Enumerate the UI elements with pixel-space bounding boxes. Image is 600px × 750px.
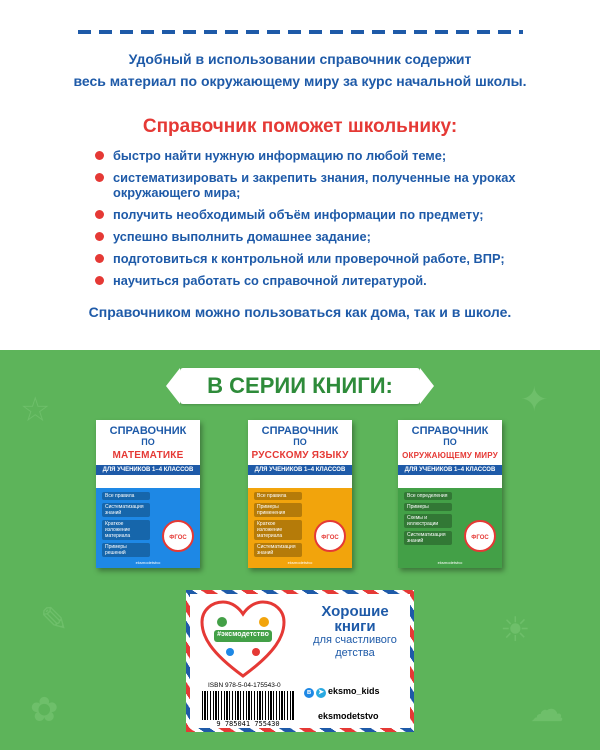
- intro-line-1: Удобный в использовании справочник содержит: [128, 51, 472, 67]
- book-features: Все правила Примеры применения Краткое изложение материала Систематизация знаний: [254, 492, 302, 560]
- publisher-label: eksmodetstvo: [135, 560, 161, 565]
- isbn-number: ISBN 978-5-04-175543-0: [208, 682, 281, 689]
- benefit-item: успешно выполнить домашнее задание;: [95, 229, 525, 244]
- benefits-list: [95, 148, 525, 295]
- bullet-dot-icon: [95, 276, 104, 285]
- book-features: Все определения Примеры Схемы и иллюстрации Систематизация знаний: [404, 492, 452, 548]
- benefit-item: систематизировать и закрепить знания, полученные на уроках окружающего мира;: [95, 170, 525, 200]
- planet-doodle-icon: ✦: [520, 381, 549, 419]
- intro-text: [0, 48, 600, 92]
- book-title: СПРАВОЧНИК ПО РУССКОМУ ЯЗЫКУ: [251, 425, 349, 461]
- heart-logo-icon: [200, 600, 286, 680]
- publisher-card: [186, 590, 414, 732]
- book-grade-band: ДЛЯ УЧЕНИКОВ 1–4 КЛАССОВ: [248, 465, 352, 475]
- benefits-heading: Справочник поможет школьнику:: [142, 116, 458, 137]
- series-banner: В СЕРИИ КНИГИ:: [180, 368, 420, 404]
- bullet-dot-icon: [95, 210, 104, 219]
- bullet-dot-icon: [95, 254, 104, 263]
- book-features: Все правила Систематизация знаний Краткое изложение материала Примеры решений: [102, 492, 150, 560]
- vk-icon: в: [304, 688, 314, 698]
- book-grade-band: ДЛЯ УЧЕНИКОВ 1–4 КЛАССОВ: [398, 465, 502, 475]
- barcode: [202, 691, 294, 721]
- book-cover-world: [398, 420, 502, 568]
- bullet-dot-icon: [95, 151, 104, 160]
- telegram-icon: ➤: [316, 688, 326, 698]
- social-handle-detstvo: eksmodetstvo: [318, 711, 379, 721]
- book-cover-math: [96, 420, 200, 568]
- benefit-item: получить необходимый объём информации по предмету;: [95, 207, 525, 222]
- fgos-badge: ФГОС: [464, 520, 496, 552]
- publisher-label: eksmodetstvo: [437, 560, 463, 565]
- sun-doodle-icon: ☀: [500, 611, 531, 649]
- book-title: СПРАВОЧНИК ПО ОКРУЖАЮЩЕМУ МИРУ: [402, 425, 498, 460]
- book-cover-russian: [248, 420, 352, 568]
- benefit-item: научиться работать со справочной литературой.: [95, 273, 525, 288]
- fgos-badge: ФГОС: [314, 520, 346, 552]
- benefit-item: быстро найти нужную информацию по любой теме;: [95, 148, 525, 163]
- brand-logo-text: #эксмодетство: [217, 631, 269, 638]
- cloud-doodle-icon: ☁: [530, 691, 564, 729]
- benefit-item: подготовиться к контрольной или проверочной работе, ВПР;: [95, 251, 525, 266]
- bullet-dot-icon: [95, 173, 104, 182]
- book-title: СПРАВОЧНИК ПО МАТЕМАТИКЕ: [109, 425, 187, 461]
- fgos-badge: ФГОС: [162, 520, 194, 552]
- decorative-dashed-line: [78, 30, 523, 34]
- intro-line-2: весь материал по окружающему миру за курс начальной школы.: [73, 73, 527, 89]
- closing-text: Справочником можно пользоваться как дома, так и в школе.: [88, 304, 512, 320]
- social-handle-kids: в ➤ eksmo_kids: [304, 686, 380, 698]
- publisher-label: eksmodetstvo: [287, 560, 313, 565]
- book-grade-band: ДЛЯ УЧЕНИКОВ 1–4 КЛАССОВ: [96, 465, 200, 475]
- star-doodle-icon: ☆: [20, 391, 51, 429]
- tagline: Хорошие книги для счастливого детства: [313, 603, 397, 659]
- barcode-digits: 9 785041 755430: [202, 720, 294, 728]
- pencil-doodle-icon: ✎: [40, 601, 69, 639]
- flower-doodle-icon: ✿: [30, 691, 59, 729]
- bullet-dot-icon: [95, 232, 104, 241]
- series-section: [0, 350, 600, 750]
